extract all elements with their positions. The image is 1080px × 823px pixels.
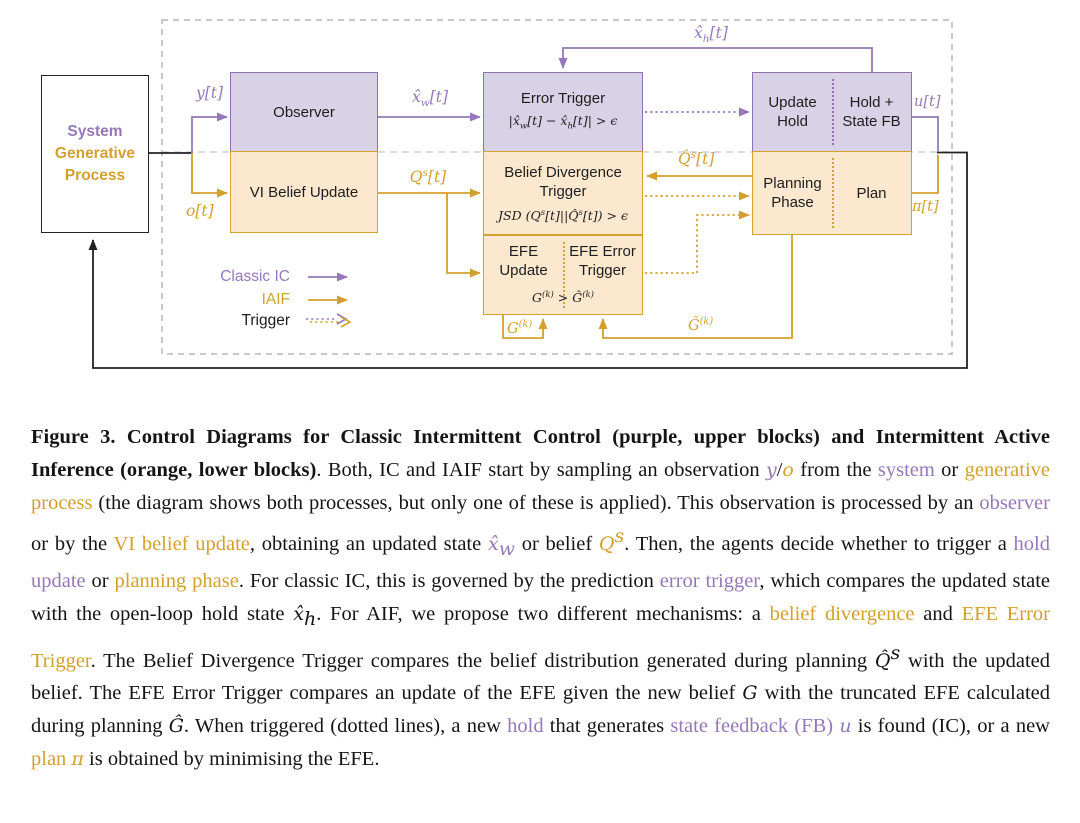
observer-block (230, 72, 378, 152)
signal-xw: $x̂_w[t]$ (411, 88, 449, 110)
line-efe-error-to-planning (645, 215, 749, 273)
update-hold-label: Update Hold (768, 94, 817, 130)
plan-label: Plan (856, 184, 887, 202)
system-block-title: System Generative Process (54, 123, 136, 184)
figure-caption: Figure 3. Control Diagrams for Classic Intermittent Control (purple, upper blocks) and Intermittent Active Inference (orange, lower blocks). Both, IC and IAIF start by sampling an observation y/o from the system or generative process (the diagram shows both processes, but only one of these is applied). This observation is processed by an observer or by the VI belief update, obtaining an updated state $x̂_w$ or belief $Q^s$. Then, the agents decide whether to trigger a hold update or planning phase. For classic IC, this is governed by the prediction error trigger, which compares the updated state with the open-loop hold state $x̂_h$. For AIF, we propose two different mechanisms: a belief divergence and EFE Error Trigger. The Belief Divergence Trigger compares the belief distribution generated during planning Q̂$^s$ with the updated belief. The EFE Error Trigger compares an update of the EFE given the new belief G with the truncated EFE calculated during planning Ĝ. When triggered (dotted lines), a new hold that generates state feedback (FB) u is found (IC), or a new plan π is obtained by minimising the EFE. (31, 425, 1051, 771)
signal-pi: π[t] (912, 199, 939, 215)
efe-error-trigger-label: EFE Error Trigger (569, 242, 636, 279)
legend-item-iaif: IAIF (261, 291, 290, 308)
efe-update-label: EFE Update (499, 242, 548, 279)
error-trigger-block (483, 72, 643, 152)
system-generative-process-block (41, 75, 149, 233)
control-diagram (0, 0, 1080, 392)
line-qs-to-efe-update (447, 193, 480, 273)
plan-block (752, 151, 912, 235)
line-y-to-observer (192, 117, 227, 153)
legend-item-trigger: Trigger (241, 312, 290, 329)
belief-divergence-trigger-block (483, 151, 643, 235)
error-trigger-formula: $|x̂_w[t]$ − $x̂_h[t]| > \epsilon$ (508, 113, 618, 132)
line-xh-feedback (563, 48, 872, 72)
line-o-to-vi-belief (192, 153, 227, 193)
signal-qhat: Q̂$^s$[t] (678, 149, 715, 169)
signal-gk: $G^{(k)}$ (507, 319, 533, 337)
signal-xh: $x̂_h[t]$ (694, 24, 728, 46)
hold-state-fb-label: Hold + State FB (842, 94, 901, 130)
error-trigger-label: Error Trigger (520, 90, 606, 108)
line-pi-output (912, 155, 938, 193)
signal-u: u[t] (914, 94, 941, 110)
belief-divergence-formula: JSD $(Q^s[t]||Q̂^s[t]) > \epsilon$ (498, 207, 628, 224)
legend-arrow-trigger (306, 314, 350, 327)
signal-qs: $Q^s[t]$ (409, 167, 447, 187)
signal-o: o[t] (186, 202, 214, 220)
vi-belief-update-label: VI Belief Update (249, 183, 359, 201)
vi-belief-update-block (230, 151, 378, 233)
planning-phase-label: Planning Phase (763, 175, 822, 211)
signal-y: y[t] (196, 84, 224, 102)
observer-label: Observer (273, 103, 335, 121)
legend-item-classic-ic: Classic IC (220, 268, 290, 285)
line-u-output (912, 117, 938, 152)
signal-ghatk: $Ĝ^{(k)}$ (688, 316, 714, 334)
belief-divergence-label: Belief Divergence Trigger (504, 163, 622, 200)
efe-block (483, 235, 643, 315)
hold-block (752, 72, 912, 152)
efe-formula: $G^{(k)}$ > $Ĝ^{(k)}$ (532, 290, 594, 306)
